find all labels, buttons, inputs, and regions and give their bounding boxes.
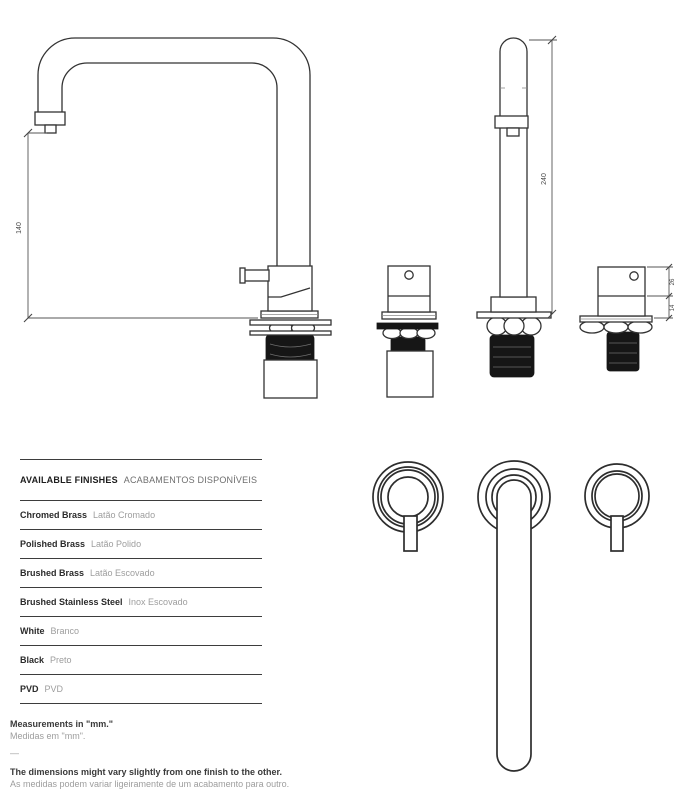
finish-name-pt: Latão Cromado <box>93 510 156 520</box>
base-collar <box>491 297 536 312</box>
dim-label-140: 140 <box>16 222 23 234</box>
notes-divider: — <box>10 748 19 758</box>
threaded-tailpiece <box>490 335 534 377</box>
spout-top-view <box>478 461 550 771</box>
spout-inner-line <box>62 63 277 266</box>
lever-end-cap <box>240 268 245 283</box>
finish-name-pt: Inox Escovado <box>128 597 188 607</box>
finish-name-en: Chromed Brass <box>20 510 88 520</box>
finishes-header-en: AVAILABLE FINISHES <box>20 475 118 485</box>
finishes-table <box>20 459 262 704</box>
finish-name-pt: Latão Escovado <box>90 568 155 578</box>
handle-top-view-right <box>585 464 649 551</box>
footnotes <box>10 718 289 790</box>
finishes-header <box>20 459 262 500</box>
lever-top-view <box>404 516 417 551</box>
measurements-note-pt: Medidas em "mm". <box>10 731 86 741</box>
finish-name-en: Black <box>20 655 45 665</box>
deck-plate <box>477 312 551 318</box>
spout-column <box>500 38 527 297</box>
finish-row <box>20 529 262 558</box>
cap-circle <box>595 474 639 518</box>
aerator <box>507 128 519 136</box>
hex-nut-lobe <box>504 317 524 335</box>
aerator-housing <box>495 116 528 128</box>
lever-end-circle <box>630 272 638 280</box>
tolerance-note-pt: As medidas podem variar ligeiramente de um acabamento para outro. <box>10 779 290 789</box>
washer-plate <box>250 320 331 325</box>
finish-name-en: PVD <box>20 684 39 694</box>
faucet-side-view-drawing <box>16 38 331 398</box>
dim-label-26: 26 <box>670 278 676 286</box>
finish-name-pt: PVD <box>44 684 64 694</box>
finish-name-en: Polished Brass <box>20 539 86 549</box>
tolerance-note-en: The dimensions might vary slightly from one finish to the other. <box>10 767 283 777</box>
finish-name-en: White <box>20 626 45 636</box>
lever-top-view <box>611 516 623 551</box>
lever-end-circle <box>405 271 413 279</box>
cap-circle <box>388 477 428 517</box>
dim-label-14: 14 <box>670 304 676 312</box>
hex-nut-lobe <box>580 321 604 333</box>
finish-row <box>20 587 262 616</box>
handle-top-view-left <box>373 462 443 551</box>
finish-row <box>20 616 262 645</box>
mounting-block <box>387 351 433 397</box>
spout-tube-top-view <box>497 480 531 771</box>
finish-name-pt: Branco <box>50 626 80 636</box>
mounting-block <box>264 360 317 398</box>
finish-name-pt: Preto <box>50 655 72 665</box>
hex-nut-lobe <box>604 321 628 333</box>
valve-front-view-drawing <box>377 266 438 397</box>
finish-row <box>20 645 262 674</box>
finish-row <box>20 558 262 587</box>
finishes-header-pt: ACABAMENTOS DISPONÍVEIS <box>123 475 258 485</box>
threaded-tailpiece <box>607 332 639 371</box>
mixer-body <box>268 266 312 311</box>
washer-plate <box>250 331 331 335</box>
hex-nut-lobe <box>628 321 652 333</box>
dim-label-240: 240 <box>541 173 548 185</box>
finish-name-pt: Latão Polido <box>91 539 142 549</box>
plan-view-drawing <box>373 461 649 771</box>
aerator <box>45 125 56 133</box>
lever-handle <box>243 270 269 281</box>
spout-outlet <box>35 112 65 125</box>
finish-row <box>20 500 262 529</box>
finish-name-en: Brushed Brass <box>20 568 85 578</box>
spout-outer-line <box>38 38 310 266</box>
ring-circle <box>592 471 642 521</box>
valve-side-view-drawing <box>580 264 676 371</box>
faucet-front-view-drawing <box>477 36 557 377</box>
gasket-plate <box>377 323 438 329</box>
finish-name-en: Brushed Stainless Steel <box>20 597 123 607</box>
measurements-note-en: Measurements in "mm." <box>10 719 114 729</box>
finish-row <box>20 674 262 703</box>
